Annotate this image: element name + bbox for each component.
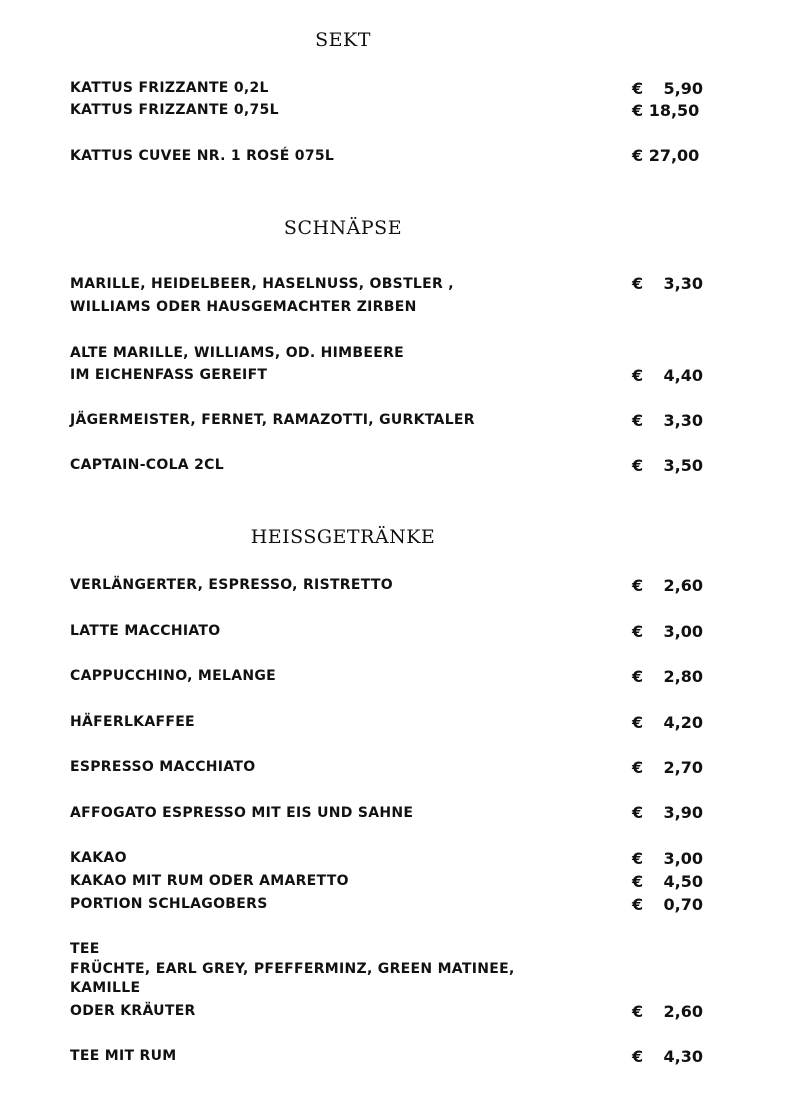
menu-item-price: 3,00 (663, 849, 703, 868)
menu-item-name: ESPRESSO MACCHIATO (70, 759, 256, 775)
menu-item-name: KAKAO (70, 850, 127, 866)
menu-item-price: 2,60 (663, 576, 703, 595)
menu-item-name: KAKAO MIT RUM ODER AMARETTO (70, 873, 349, 889)
menu-item-name: TEE (70, 941, 100, 957)
currency-symbol: € (632, 803, 644, 822)
menu-item-price: 3,00 (663, 622, 703, 641)
menu-item-name-continued: ODER KRÄUTER (70, 1003, 196, 1019)
menu-item-name: KATTUS FRIZZANTE 0,75L (70, 102, 279, 118)
menu-item-name-continued: KAMILLE (70, 980, 141, 996)
menu-item-price: € 27,00 (632, 146, 700, 165)
menu-item-price: 4,50 (663, 872, 703, 891)
menu-item-name: PORTION SCHLAGOBERS (70, 896, 268, 912)
currency-symbol: € (632, 274, 644, 293)
menu-item-name: KATTUS FRIZZANTE 0,2L (70, 80, 269, 96)
currency-symbol: € (632, 713, 644, 732)
currency-symbol: € (632, 576, 644, 595)
currency-symbol: € (632, 895, 644, 914)
menu-item-name: KATTUS CUVEE NR. 1 ROSÉ 075L (70, 148, 335, 164)
currency-symbol: € (632, 411, 644, 430)
currency-symbol: € (632, 758, 644, 777)
menu-item-price: 4,40 (663, 366, 703, 385)
menu-item-price: 2,70 (663, 758, 703, 777)
currency-symbol: € (632, 622, 644, 641)
currency-symbol: € (632, 456, 644, 475)
currency-symbol: € (632, 1002, 644, 1021)
menu-item-name: TEE MIT RUM (70, 1048, 177, 1064)
menu-item-name: JÄGERMEISTER, FERNET, RAMAZOTTI, GURKTALER (70, 412, 475, 428)
section-title-schnaepse: SCHNÄPSE (283, 217, 403, 239)
currency-symbol: € (632, 366, 644, 385)
menu-item-price: 2,80 (663, 667, 703, 686)
menu-item-name: CAPTAIN-COLA 2CL (70, 457, 224, 473)
currency-symbol: € (632, 79, 644, 98)
menu-item-name: VERLÄNGERTER, ESPRESSO, RISTRETTO (70, 577, 393, 593)
currency-symbol: € (632, 667, 644, 686)
menu-item-price: 3,90 (663, 803, 703, 822)
menu-item-price: 5,90 (663, 79, 703, 98)
menu-item-name-continued: IM EICHENFASS GEREIFT (70, 367, 268, 383)
menu-item-name: ALTE MARILLE, WILLIAMS, OD. HIMBEERE (70, 345, 405, 361)
menu-item-price: 4,30 (663, 1047, 703, 1066)
menu-item-name: AFFOGATO ESPRESSO MIT EIS UND SAHNE (70, 805, 414, 821)
menu-item-name: LATTE MACCHIATO (70, 623, 221, 639)
menu-item-price: 3,50 (663, 456, 703, 475)
menu-item-name: MARILLE, HEIDELBEER, HASELNUSS, OBSTLER , (70, 276, 454, 292)
menu-item-price: 2,60 (663, 1002, 703, 1021)
currency-symbol: € (632, 872, 644, 891)
section-title-sekt: SEKT (315, 29, 371, 51)
menu-item-price: 3,30 (663, 274, 703, 293)
currency-symbol: € (632, 1047, 644, 1066)
menu-item-price: 4,20 (663, 713, 703, 732)
currency-symbol: € (632, 849, 644, 868)
menu-item-price: 3,30 (663, 411, 703, 430)
menu-item-name-continued: FRÜCHTE, EARL GREY, PFEFFERMINZ, GREEN MATINEE, (70, 961, 515, 977)
section-title-heissgetraenke: HEISSGETRÄNKE (250, 526, 436, 548)
menu-item-name: HÄFERLKAFFEE (70, 714, 195, 730)
menu-item-name: CAPPUCCHINO, MELANGE (70, 668, 276, 684)
menu-item-price: 0,70 (663, 895, 703, 914)
menu-item-name-continued: WILLIAMS ODER HAUSGEMACHTER ZIRBEN (70, 299, 417, 315)
menu-item-price: € 18,50 (632, 101, 700, 120)
